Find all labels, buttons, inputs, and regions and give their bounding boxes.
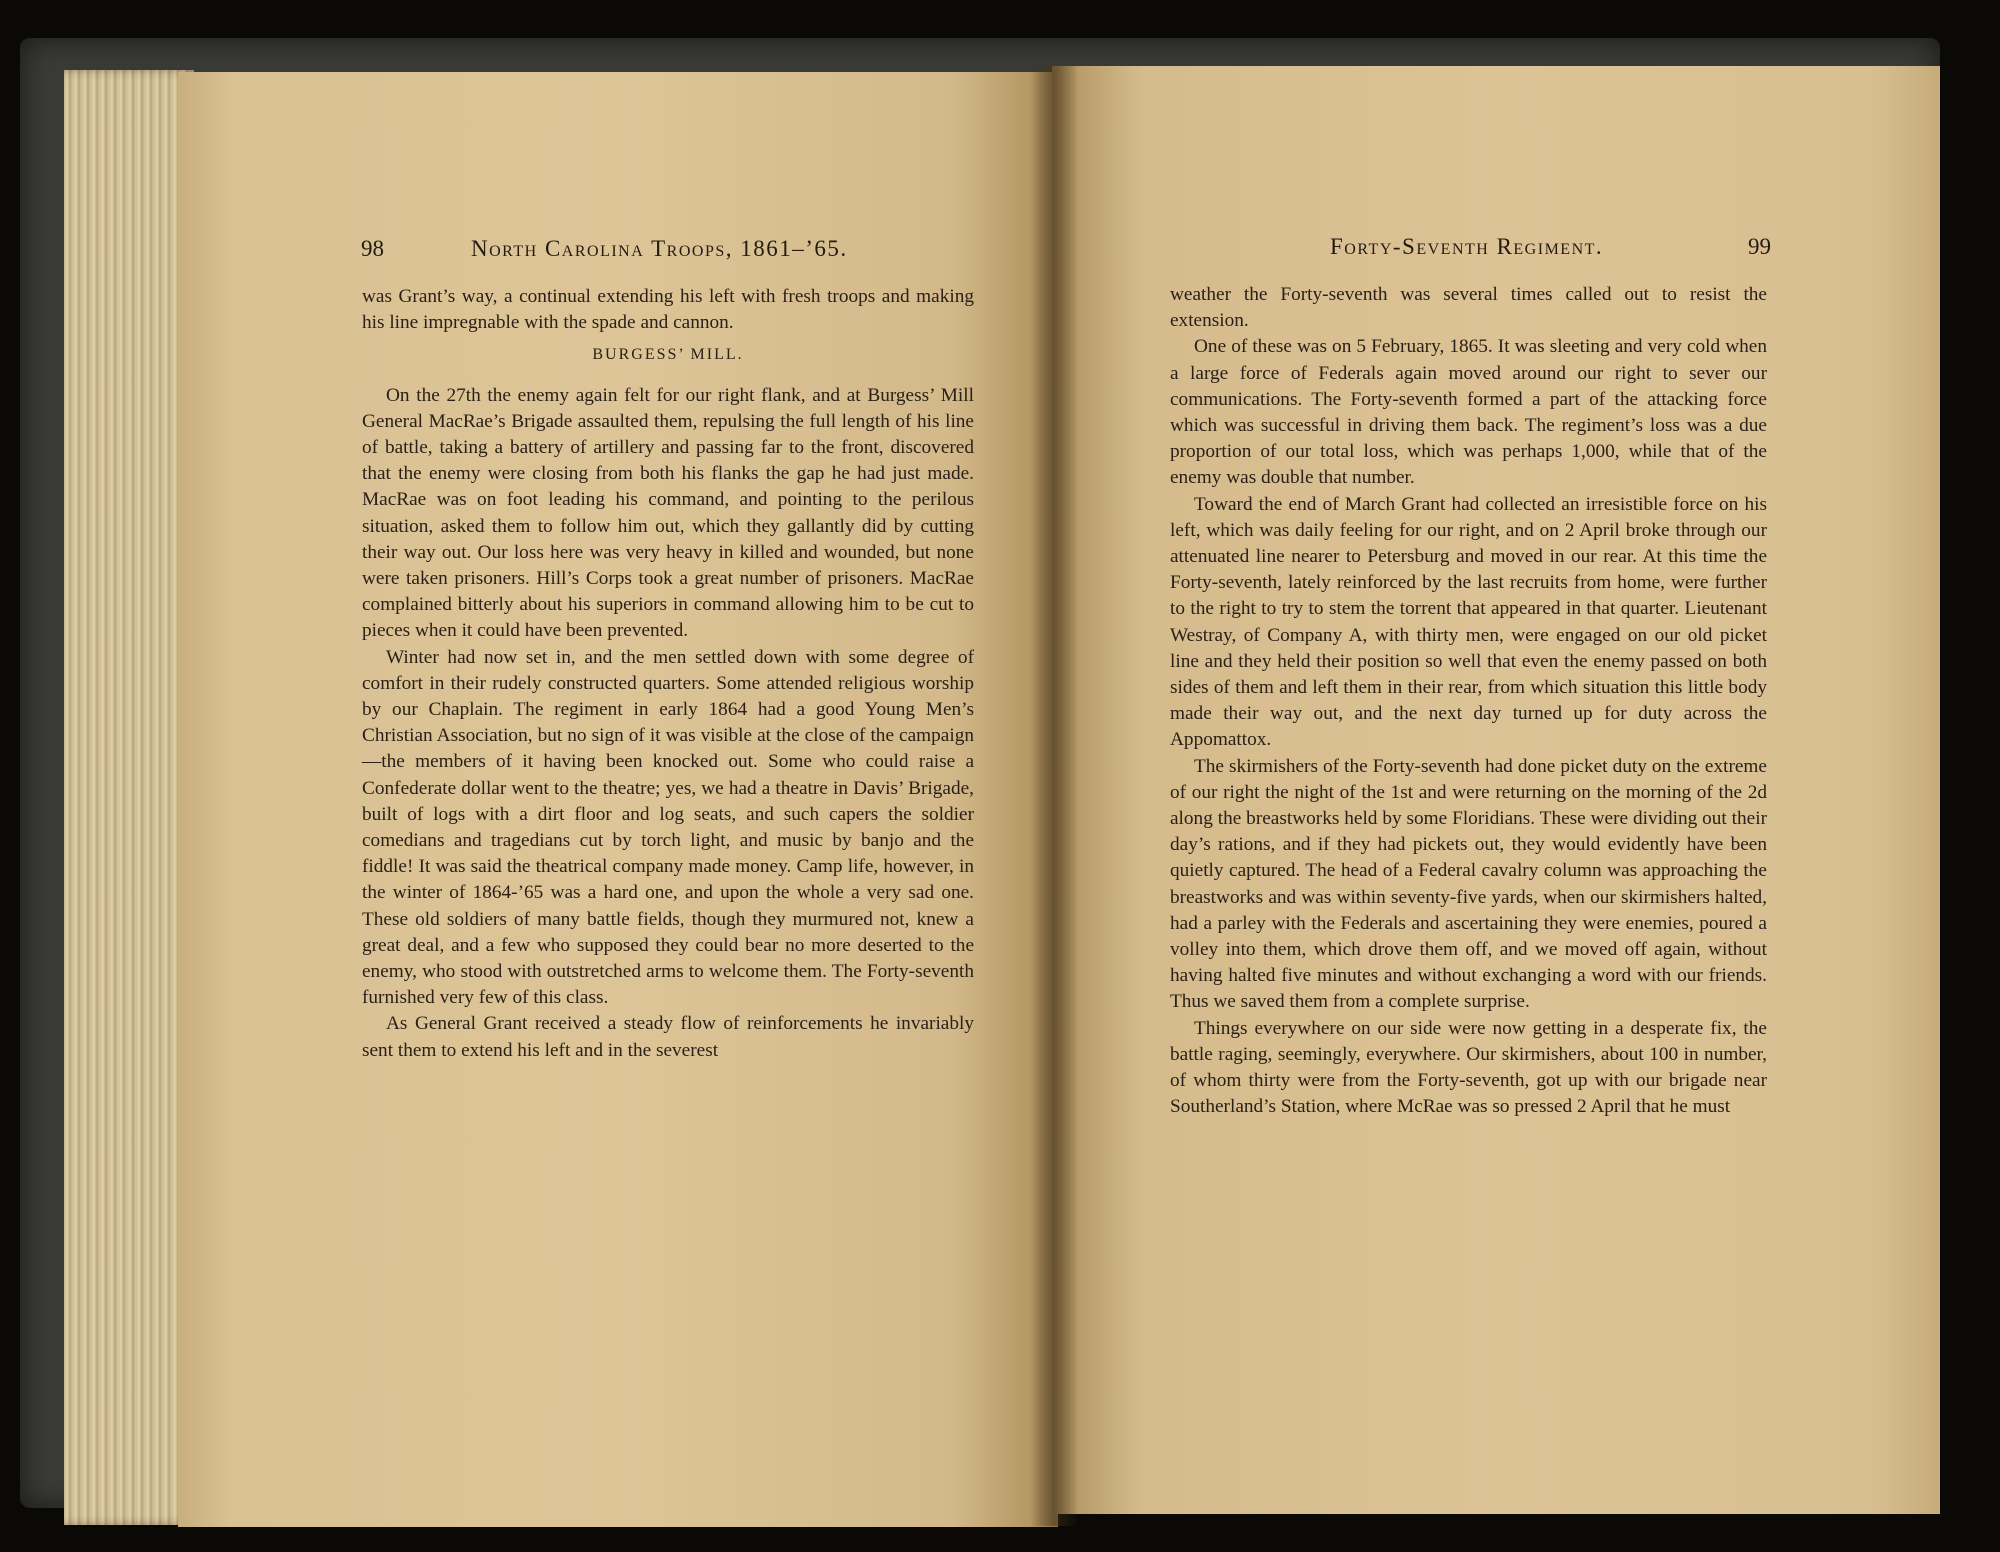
right-running-head-text: Forty-Seventh Regiment. [1330,234,1604,259]
left-running-head-text: North Carolina Troops, 1861–’65. [471,236,848,261]
paragraph: Things everywhere on our side were now getting in a desperate fix, the battle raging, seemingly, everywhere. Our skirmishers, about 100 in number, of whom thirty were from the Forty-seventh, got up with our brigade near Southerland’s Station, where McRae was so pressed 2 April that he must [1170,1017,1767,1118]
section-heading: BURGESS’ MILL. [592,346,744,364]
paragraph: Toward the end of March Grant had collected an irresistible force on his left, which was daily feeling for our right, and on 2 April broke through our attenuated line nearer to Petersburg and moved in our rear. At this time the Forty-seventh, lately reinforced by the last recruits from home, were further to the right to try to stem the torrent that appeared in that quarter. Lieutenant Westray, of Company A, with thirty men, were engaged on our old picket line and they held their position so well that even the enemy passed on both sides of them and left them in their rear, from which situation this little body made their way out, and the next day turned up for duty across the Appomattox. [1170,493,1767,751]
right-page-body [1170,282,1767,1121]
page-gutter [1030,66,1078,1526]
left-page [178,72,1058,1527]
paragraph: weather the Forty-seventh was several times called out to resist the extension. [1170,284,1767,332]
paragraph: As General Grant received a steady flow of reinforcements he invariably sent them to extend his left and in the severest [362,1013,974,1061]
left-page-body [362,284,974,1064]
page-edges [64,70,194,1525]
paragraph: was Grant’s way, a continual extending his left with fresh troops and making his line impregnable with the spade and cannon. [362,286,974,334]
paragraph: On the 27th the enemy again felt for our right flank, and at Burgess’ Mill General MacRae’s Brigade assaulted them, repulsing the full length of his line of battle, taking a battery of artillery and passing far to the front, discovered that the enemy were closing from both his flanks the gap he had just made. MacRae was on foot leading his command, and pointing to the perilous situation, asked them to follow him out, which they gallantly did by cutting their way out. Our loss here was very heavy in killed and wounded, but none were taken prisoners. Hill’s Corps took a great number of prisoners. MacRae complained bitterly about his superiors in command allowing him to be cut to pieces when it could have been prevented. [362,384,974,642]
paragraph: The skirmishers of the Forty-seventh had done picket duty on the extreme of our right the night of the 1st and were returning on the morning of the 2d along the breastworks held by some Floridians. These were dividing out their day’s rations, and if they had pickets out, they would evidently have been quietly captured. The head of a Federal cavalry column was approaching the breastworks and was within seventy-five yards, when our skirmishers halted, had a parley with the Federals and ascertaining they were enemies, poured a volley into them, which drove them off, and we moved off again, without having halted five minutes and without exchanging a word with our friends. Thus we saved them from a complete surprise. [1170,755,1767,1013]
left-page-number: 98 [361,236,384,261]
left-running-head [471,236,848,262]
paragraph: Winter had now set in, and the men settled down with some degree of comfort in their rudely constructed quarters. Some attended religious worship by our Chaplain. The regiment in early 1864 had a good Young Men’s Christian Association, but no sign of it was visible at the close of the campaign—the members of it having been knocked out. Some who could raise a Confederate dollar went to the theatre; yes, we had a theatre in Davis’ Brigade, built of logs with a dirt floor and log seats, and such capers the soldier comedians and tragedians cut by torch light, and music by banjo and the fiddle! It was said the theatrical company made money. Camp life, however, in the winter of 1864-’65 was a hard one, and upon the whole a very sad one. These old soldiers of many battle fields, though they murmured not, knew a great deal, and a few who supposed they could bear no more deserted to the enemy, who stood with outstretched arms to welcome them. The Forty-seventh furnished very few of this class. [362,646,974,1009]
right-page-number: 99 [1748,234,1771,259]
paragraph: One of these was on 5 February, 1865. It was sleeting and very cold when a large force of Federals again moved around our right to sever our communications. The Forty-seventh formed a part of the attacking force which was successful in driving them back. The regiment’s loss was a due proportion of our total loss, which was perhaps 1,000, while that of the enemy was double that number. [1170,336,1767,489]
right-running-head [1330,234,1603,260]
right-page [1052,66,1940,1514]
